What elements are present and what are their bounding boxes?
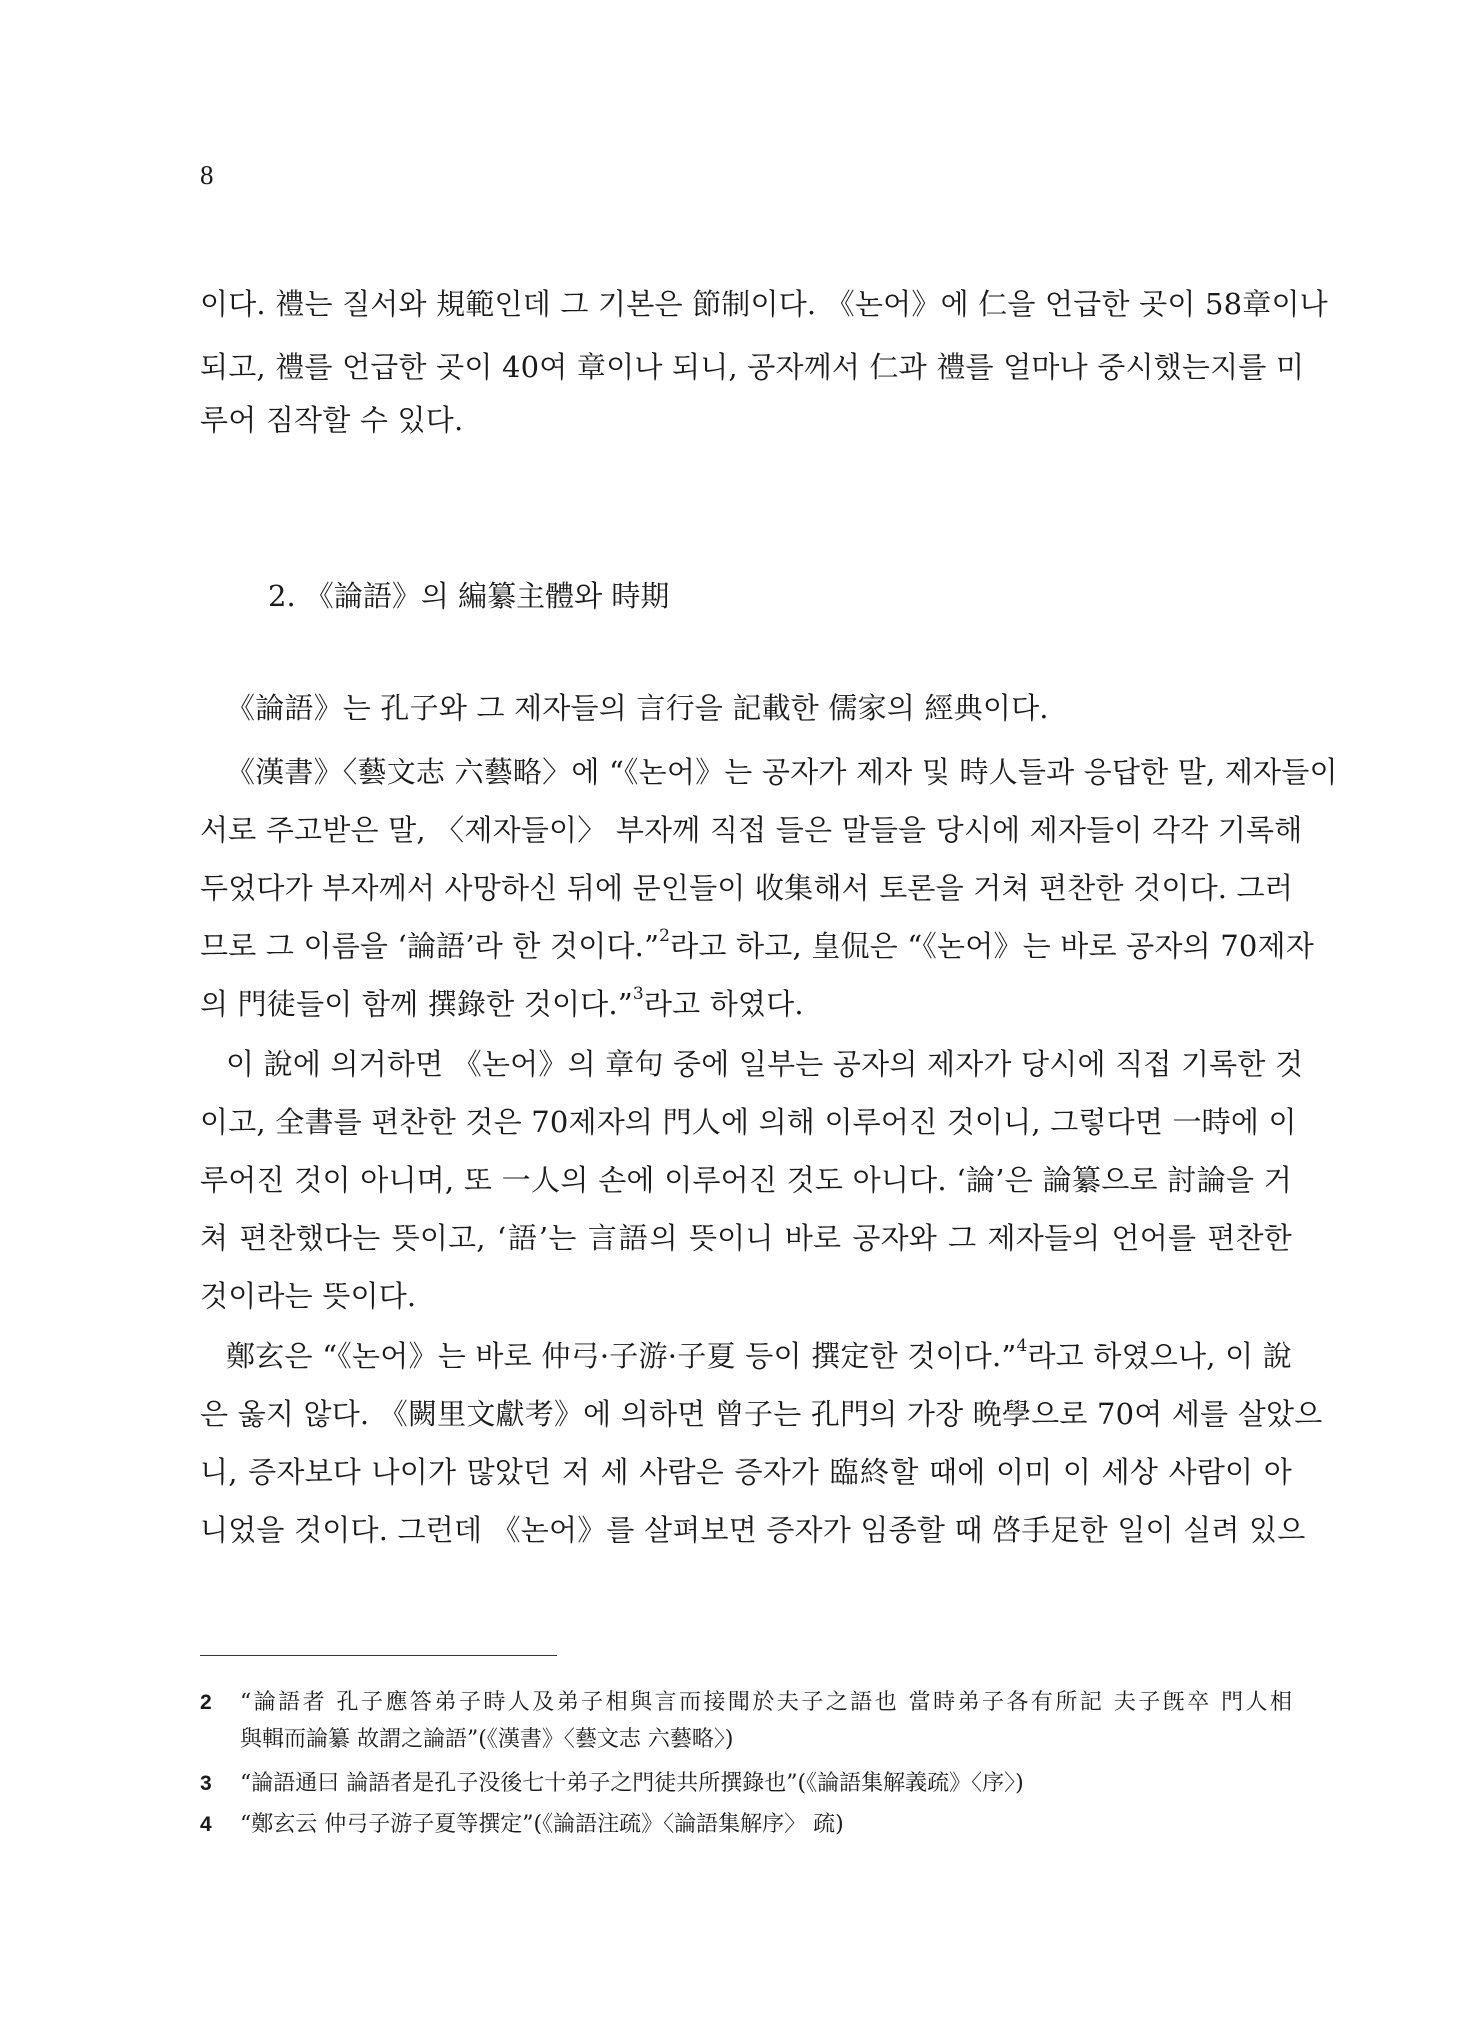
footnote-ref-2[interactable]: 2	[659, 926, 671, 947]
body-line: 니었을 것이다. 그런데 《논어》를 살펴보면 증자가 임종할 때 啓手足한 일이 실려 있으	[200, 1513, 1306, 1547]
body-line: 두었다가 부자께서 사망하신 뒤에 문인들이 收集해서 토론을 거쳐 편찬한 것이다. 그러	[200, 871, 1294, 905]
body-line: 루어 짐작할 수 있다.	[200, 403, 464, 437]
body-text: 라고 하였으나, 이 說	[1027, 1339, 1292, 1373]
body-line: 이다. 禮는 질서와 規範인데 그 기본은 節制이다. 《논어》에 仁을 언급한 곳이 58章이나	[200, 287, 1328, 321]
body-line: 이고, 全書를 편찬한 것은 70제자의 門人에 의해 이루어진 것이니, 그렇다면 一時에 이	[200, 1105, 1297, 1139]
footnote-4	[200, 1809, 1292, 1841]
body-line: 《漢書》〈藝文志 六藝略〉에 “《논어》는 공자가 제자 및 時人들과 응답한 말, 제자들이	[226, 755, 1338, 789]
body-line: 이 說에 의거하면 《논어》의 章句 중에 일부는 공자의 제자가 당시에 직접 기록한 것	[226, 1047, 1304, 1081]
section-heading: 2. 《論語》의 編纂主體와 時期	[268, 579, 670, 613]
body-line	[200, 926, 1314, 966]
footnote-text: “鄭玄云 仲弓子游子夏等撰定”(《論語注疏》〈論語集解序〉 疏)	[240, 1812, 844, 1837]
body-line: 되고, 禮를 언급한 곳이 40여 章이나 되니, 공자께서 仁과 禮를 얼마나 중시했는지를 미	[200, 350, 1305, 384]
body-line	[200, 984, 1292, 1024]
body-text: 라고 하였다.	[643, 987, 804, 1021]
body-line: 쳐 편찬했다는 뜻이고, ‘語’는 言語의 뜻이니 바로 공자와 그 제자들의 언어를 편찬한	[200, 1221, 1292, 1255]
footnote-2	[200, 1687, 1292, 1719]
body-text: 라고 하고, 皇侃은 “《논어》는 바로 공자의 70제자	[670, 929, 1314, 963]
quote-text: 의 門徒들이 함께 撰錄한 것이다.”	[200, 987, 633, 1021]
body-line: 니, 증자보다 나이가 많았던 저 세 사람은 증자가 臨終할 때에 이미 이 세상 사람이 아	[200, 1455, 1292, 1489]
page-number: 8	[200, 160, 214, 190]
footnote-2-continuation: 與輯而論纂 故謂之論語”(《漢書》〈藝文志 六藝略〉)	[240, 1727, 734, 1752]
footnote-number: 2	[200, 1691, 212, 1714]
body-line: 은 옳지 않다. 《闕里文獻考》에 의하면 曾子는 孔門의 가장 晩學으로 70여 세를 살았으	[200, 1397, 1323, 1431]
footnote-ref-4[interactable]: 4	[1016, 1336, 1028, 1357]
footnote-text: “論語通曰 論語者是孔子没後七十弟子之門徒共所撰錄也”(《論語集解義疏》〈序〉)	[240, 1771, 1024, 1796]
quote-text: 鄭玄은 “《논어》는 바로 仲弓·子游·子夏 등이 撰定한 것이다.”	[226, 1339, 1017, 1373]
footnote-separator	[200, 1655, 557, 1656]
body-line: 《論語》는 孔子와 그 제자들의 言行을 記載한 儒家의 經典이다.	[226, 691, 1049, 725]
footnote-ref-3[interactable]: 3	[632, 984, 644, 1005]
body-line	[226, 1336, 1292, 1376]
body-line: 서로 주고받은 말, 〈제자들이〉 부자께 직접 들은 말들을 당시에 제자들이 각각 기록해	[200, 813, 1303, 847]
body-line: 것이라는 뜻이다.	[200, 1279, 417, 1313]
footnote-number: 4	[200, 1813, 212, 1836]
quote-text: 므로 그 이름을 ‘論語’라 한 것이다.”	[200, 929, 660, 963]
footnote-number: 3	[200, 1772, 212, 1795]
body-line: 루어진 것이 아니며, 또 一人의 손에 이루어진 것도 아니다. ‘論’은 論纂으로 討論을 거	[200, 1163, 1292, 1197]
footnote-3	[200, 1768, 1292, 1800]
footnote-text: “論語者 孔子應答弟子時人及弟子相與言而接聞於夫子之語也 當時弟子各有所記 夫子旣卒 門人相	[240, 1690, 1292, 1715]
